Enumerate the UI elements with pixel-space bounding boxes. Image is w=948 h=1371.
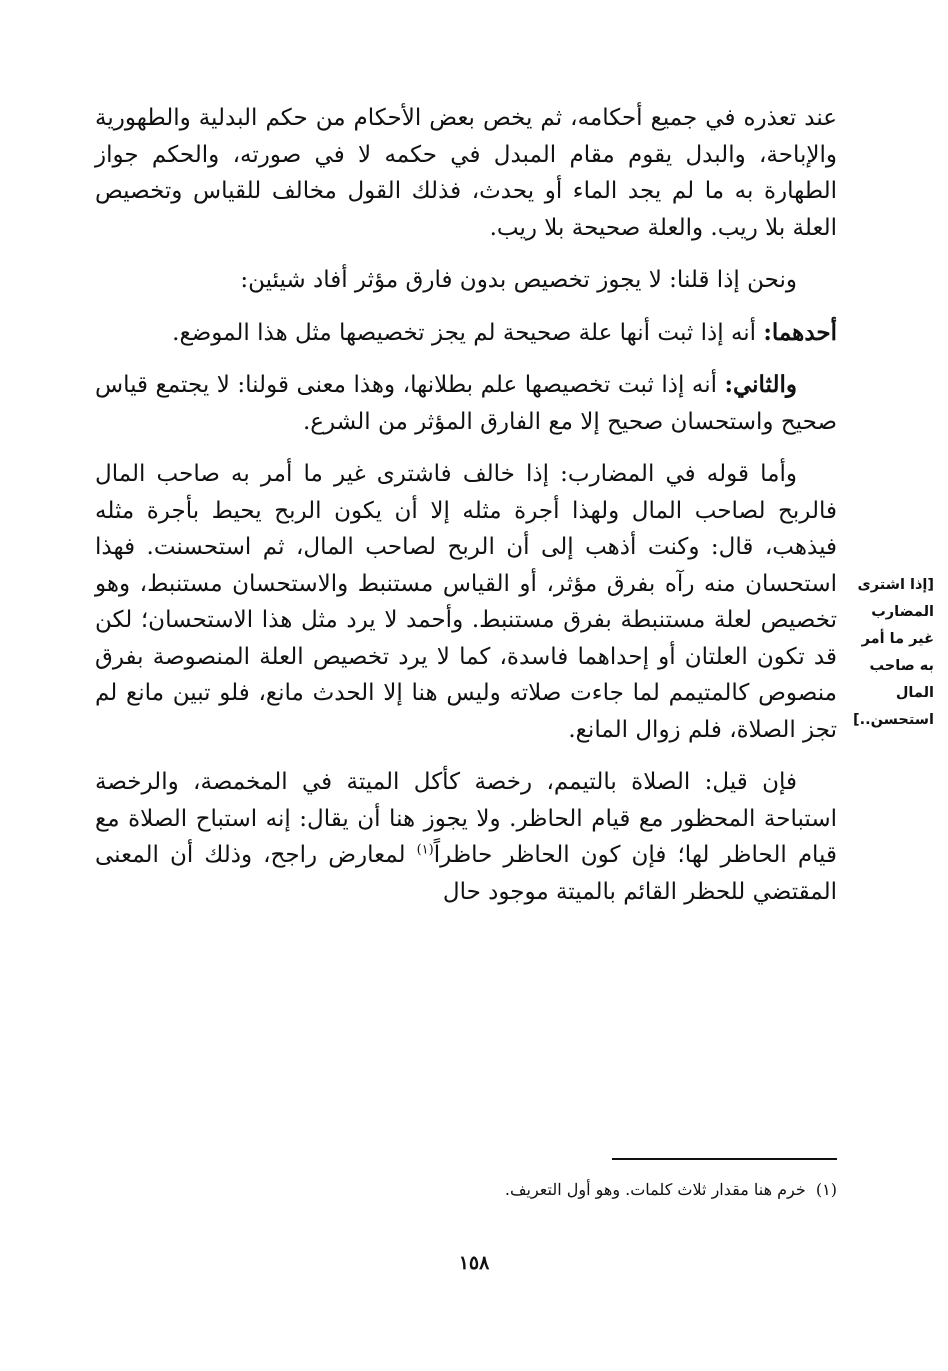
page-number: ١٥٨ [458, 1252, 490, 1274]
paragraph-3-lead: أحدهما: [763, 318, 837, 346]
paragraph-3 [95, 315, 837, 352]
margin-note-line: [إذا اشترى [857, 577, 934, 593]
paragraph-4-text: أنه إذا ثبت تخصيصها علم بطلانها، وهذا معنى قولنا: لا يجتمع قياس صحيح واستحسان صحيح إلا مع الفارق المؤثر من الشرع. [95, 372, 837, 435]
margin-note-line: به صاحب [869, 658, 934, 674]
paragraph-2: ونحن إذا قلنا: لا يجوز تخصيص بدون فارق مؤثر أفاد شيئين: [240, 267, 797, 293]
footnote [300, 1176, 837, 1204]
footnote-marker: (١) [815, 1180, 837, 1199]
margin-note-line: المضارب [871, 604, 934, 620]
margin-note-line: غير ما أمر [861, 631, 934, 647]
paragraph-6-before: فإن قيل: الصلاة بالتيمم، رخصة كأكل الميتة في المخمصة، والرخصة استباحة المحظور مع قيام الحاظر. ولا يجوز هنا أن يقال: إنه استباح الصلاة مع قيام الحاظر لها؛ فإن كون الحاظر حاظراً [95, 769, 837, 868]
paragraph-3-text: أنه إذا ثبت أنها علة صحيحة لم يجز تخصيصها مثل هذا الموضع. [172, 319, 764, 346]
footnote-separator [612, 1158, 837, 1160]
paragraph-6-after: لمعارض راجح، وذلك أن المعنى المقتضي للحظر القائم بالميتة موجود حال [95, 842, 837, 905]
paragraph-6 [95, 764, 837, 910]
paragraph-1: عند تعذره في جميع أحكامه، ثم يخص بعض الأحكام من حكم البدلية والطهورية والإباحة، والبدل يقوم مقام المبدل في حكمه لا في صورته، والحكم جواز الطهارة به ما لم يجد الماء أو يحدث، فذلك القول مخالف للقياس وتخصيص العلة بلا ريب. والعلة صحيحة بلا ريب. [95, 105, 837, 241]
footnote-reference: (١) [416, 842, 434, 858]
margin-note-line: استحسن..] [852, 712, 934, 728]
paragraph-5: وأما قوله في المضارب: إذا خالف فاشترى غير ما أمر به صاحب المال فالربح لصاحب المال ولهذا أجرة مثله إلا أن يكون الربح يحيط بأجرة مثله فيذهب، قال: وكنت أذهب إلى أن الربح لصاحب المال، ثم استحسنت. فهذا استحسان منه رآه بفرق مؤثر، أو القياس مستنبط والاستحسان مستنبط، وهو تخصيص لعلة مستنبطة بفرق مستنبط. وأحمد لا يرد مثل هذا الاستحسان؛ لكن قد تكون العلتان أو إحداهما فاسدة، كما لا يرد تخصيص العلة المنصوصة بفرق منصوص كالمتيمم لما جاءت صلاته وليس هنا إلا الحدث مانع، فلو تبين مانع لم تجز الصلاة، فلم زوال المانع. [95, 461, 837, 743]
footnote-text: خرم هنا مقدار ثلاث كلمات. وهو أول التعريف. [504, 1180, 806, 1199]
margin-note-line: المال [895, 685, 934, 701]
main-text [95, 100, 837, 926]
paragraph-4 [95, 367, 837, 440]
paragraph-4-lead: والثاني: [724, 371, 797, 398]
margin-note [852, 572, 934, 734]
